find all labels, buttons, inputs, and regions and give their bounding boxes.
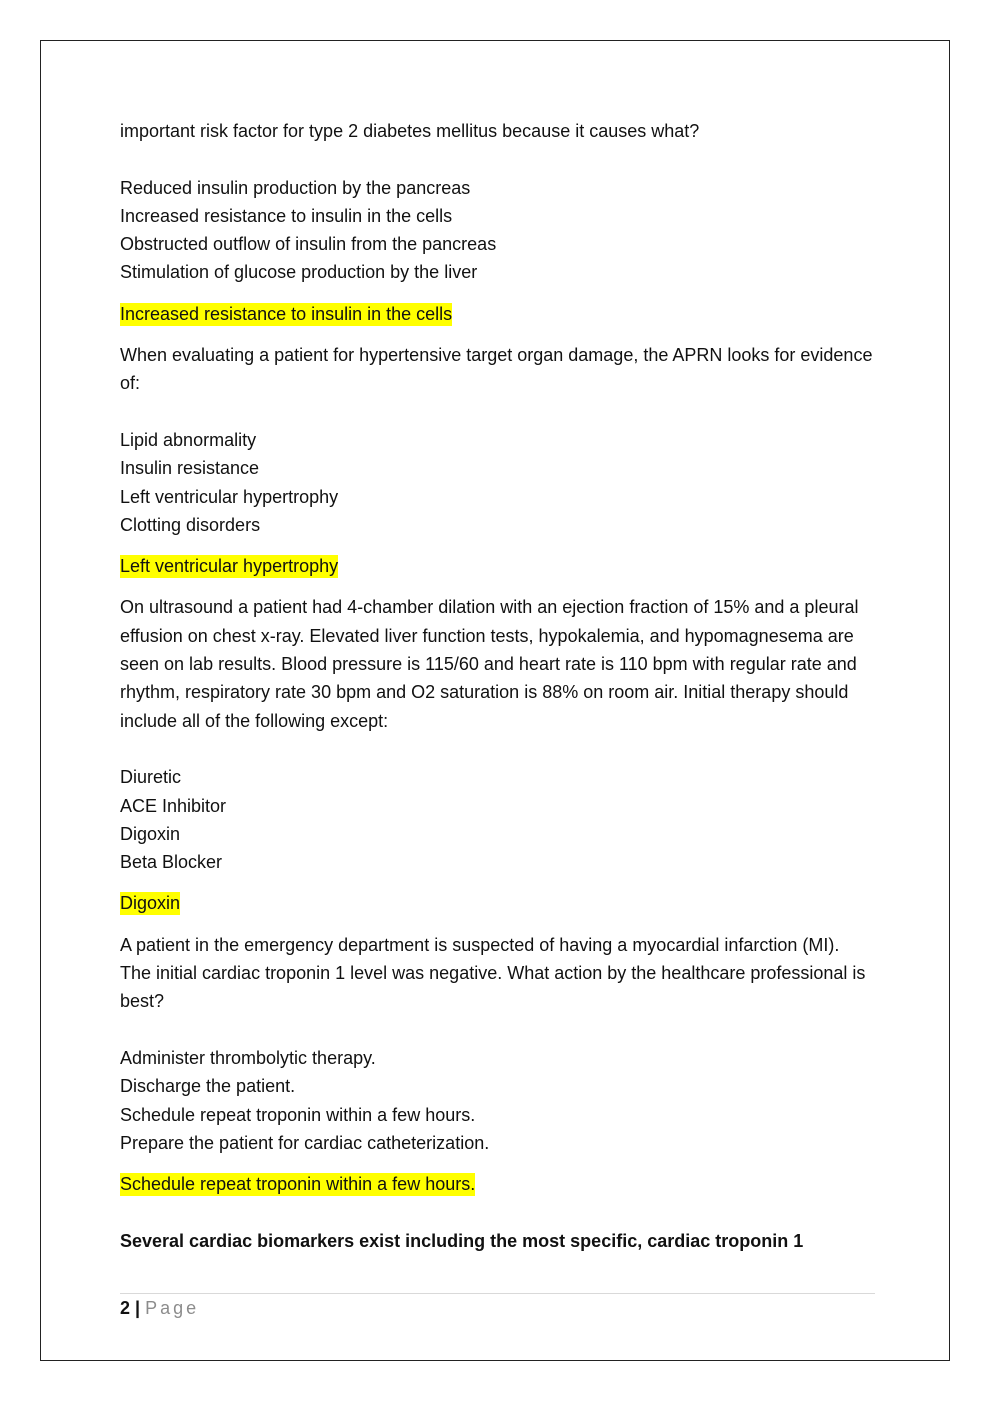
option-item: Diuretic	[120, 767, 182, 788]
question-text: A patient in the emergency department is suspected of having a myocardial infarction (MI). The initial cardiac troponin 1 level was negative. What action by the healthcare professional is best?	[120, 934, 866, 1012]
footer-divider	[120, 1293, 875, 1294]
option-item: Insulin resistance	[120, 458, 260, 479]
highlighted-answer: Digoxin	[120, 893, 181, 914]
option-item: Beta Blocker	[120, 852, 223, 873]
highlighted-answer: Left ventricular hypertrophy	[120, 556, 339, 577]
option-item: ACE Inhibitor	[120, 795, 227, 816]
options-list	[120, 174, 875, 287]
page-number: 2	[120, 1298, 131, 1318]
page-footer	[120, 1296, 199, 1320]
option-item: Digoxin	[120, 823, 181, 844]
option-item: Obstructed outflow of insulin from the pancreas	[120, 234, 497, 255]
document-body	[120, 117, 875, 1256]
question-text: On ultrasound a patient had 4-chamber dilation with an ejection fraction of 15% and a pleural effusion on chest x-ray. Elevated liver function tests, hypokalemia, and hypomagnesema are seen on lab results. Blood pressure is 115/60 and heart rate is 110 bpm with regular rate and rhythm, respiratory rate 30 bpm and O2 saturation is 88% on room air. Initial therapy should include all of the following except:	[120, 597, 859, 731]
highlighted-answer: Increased resistance to insulin in the cells	[120, 303, 453, 324]
option-item: Reduced insulin production by the pancreas	[120, 177, 471, 198]
option-item: Lipid abnormality	[120, 429, 257, 450]
option-item: Administer thrombolytic therapy.	[120, 1047, 376, 1068]
page-label: Page	[145, 1298, 200, 1318]
question-text: When evaluating a patient for hypertensive target organ damage, the APRN looks for evidence of:	[120, 345, 873, 394]
option-item: Prepare the patient for cardiac catheterization.	[120, 1132, 490, 1153]
options-list	[120, 763, 875, 876]
footer-separator: |	[135, 1298, 141, 1318]
highlighted-answer: Schedule repeat troponin within a few hours.	[120, 1174, 476, 1195]
option-item: Schedule repeat troponin within a few hours.	[120, 1104, 476, 1125]
option-item: Discharge the patient.	[120, 1076, 296, 1097]
question-text: important risk factor for type 2 diabetes mellitus because it causes what?	[120, 121, 700, 141]
option-item: Left ventricular hypertrophy	[120, 486, 339, 507]
answer-line	[120, 889, 875, 917]
option-item: Clotting disorders	[120, 514, 261, 535]
option-item: Stimulation of glucose production by the liver	[120, 262, 478, 283]
answer-line	[120, 1170, 875, 1198]
bold-heading: Several cardiac biomarkers exist including the most specific, cardiac troponin 1	[120, 1231, 804, 1252]
answer-line	[120, 300, 875, 328]
answer-line	[120, 552, 875, 580]
options-list	[120, 426, 875, 539]
options-list	[120, 1044, 875, 1157]
option-item: Increased resistance to insulin in the cells	[120, 205, 453, 226]
